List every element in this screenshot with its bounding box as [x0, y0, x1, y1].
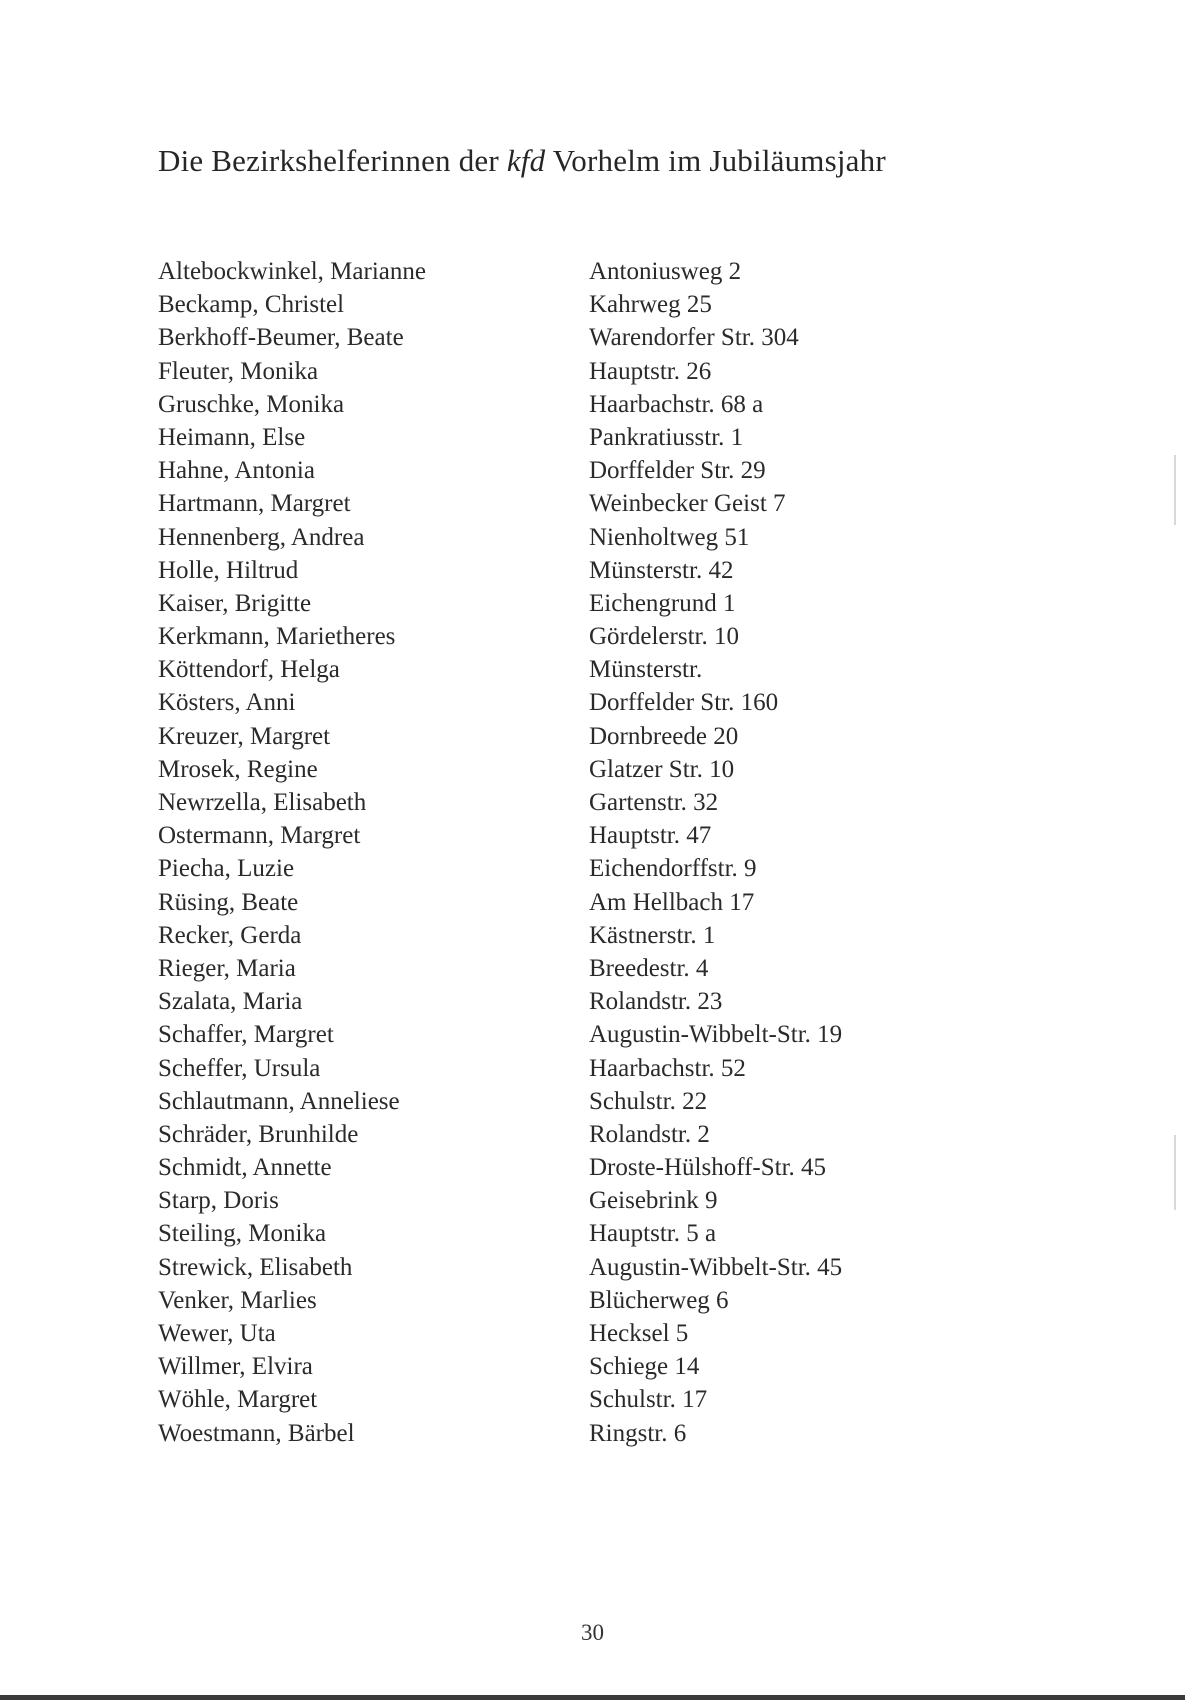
- helper-address: Dorffelder Str. 29: [589, 457, 766, 485]
- helper-name: Steiling, Monika: [158, 1220, 327, 1248]
- helper-name: Beckamp, Christel: [158, 291, 345, 319]
- helper-name: Rieger, Maria: [158, 954, 296, 982]
- helper-address: Schiege 14: [589, 1353, 700, 1381]
- helper-name: Gruschke, Monika: [158, 390, 345, 418]
- helper-name: Recker, Gerda: [158, 921, 302, 949]
- helper-name: Kerkmann, Marietheres: [158, 623, 396, 651]
- helper-address: Weinbecker Geist 7: [589, 490, 786, 518]
- helper-address: Geisebrink 9: [589, 1187, 718, 1215]
- helper-address: Schulstr. 17: [589, 1386, 708, 1414]
- helper-name: Berkhoff-Beumer, Beate: [158, 324, 404, 352]
- helper-address: Münsterstr.: [589, 656, 703, 684]
- right-margin-mark-lower: [1174, 1135, 1176, 1210]
- helper-address: Dorffelder Str. 160: [589, 689, 779, 717]
- helper-name: Köttendorf, Helga: [158, 656, 340, 684]
- helper-address: Eichengrund 1: [589, 589, 736, 617]
- helper-address: Hauptstr. 26: [589, 357, 712, 385]
- helper-name: Szalata, Maria: [158, 988, 303, 1016]
- helper-address: Am Hellbach 17: [589, 888, 755, 916]
- helper-name: Schräder, Brunhilde: [158, 1120, 359, 1148]
- helper-address: Haarbachstr. 68 a: [589, 390, 764, 418]
- helper-address: Pankratiusstr. 1: [589, 423, 744, 451]
- helper-address: Münsterstr. 42: [589, 556, 734, 584]
- title-kfd-emphasis: kfd: [506, 143, 546, 178]
- helper-address: Rolandstr. 23: [589, 988, 723, 1016]
- helper-name: Newrzella, Elisabeth: [158, 789, 367, 816]
- helper-address: Rolandstr. 2: [589, 1120, 710, 1148]
- helper-name: Kaiser, Brigitte: [158, 589, 312, 617]
- helper-address: Kästnerstr. 1: [589, 921, 716, 949]
- helper-address: Glatzer Str. 10: [589, 755, 735, 783]
- helper-address: Hauptstr. 5 a: [589, 1220, 717, 1248]
- helper-name: Hartmann, Margret: [158, 490, 351, 518]
- helper-name: Heimann, Else: [158, 423, 306, 451]
- helper-name: Altebockwinkel, Marianne: [158, 258, 426, 285]
- helper-address: Breedestr. 4: [589, 954, 709, 982]
- page-number: 30: [581, 1620, 604, 1645]
- helper-name: Willmer, Elvira: [158, 1353, 313, 1381]
- helper-name: Schmidt, Annette: [158, 1154, 332, 1182]
- helper-name: Woestmann, Bärbel: [158, 1419, 355, 1447]
- title-text-after: Vorhelm im Jubiläumsjahr: [545, 143, 886, 178]
- helper-name: Rüsing, Beate: [158, 888, 299, 916]
- helper-name: Starp, Doris: [158, 1187, 279, 1215]
- title-text-before: Die Bezirkshelferinnen der: [158, 143, 507, 178]
- helper-name: Wöhle, Margret: [158, 1386, 318, 1414]
- helper-name: Fleuter, Monika: [158, 357, 319, 385]
- helper-name: Scheffer, Ursula: [158, 1054, 321, 1082]
- page-title: [158, 143, 886, 179]
- helper-address: Warendorfer Str. 304: [589, 324, 799, 352]
- helper-address: Augustin-Wibbelt-Str. 19: [589, 1021, 843, 1049]
- helper-address: Gördelerstr. 10: [589, 623, 739, 651]
- helper-address: Hecksel 5: [589, 1320, 689, 1347]
- helper-address: Droste-Hülshoff-Str. 45: [589, 1154, 827, 1182]
- helper-name: Schlautmann, Anneliese: [158, 1087, 400, 1115]
- helper-address: Gartenstr. 32: [589, 789, 719, 816]
- helper-name: Piecha, Luzie: [158, 855, 295, 883]
- helper-name: Holle, Hiltrud: [158, 556, 299, 584]
- helper-address: Haarbachstr. 52: [589, 1054, 746, 1082]
- helper-name: Mrosek, Regine: [158, 755, 318, 783]
- helper-address: Eichendorffstr. 9: [589, 855, 757, 883]
- right-margin-mark: [1174, 455, 1176, 525]
- helper-address: Schulstr. 22: [589, 1087, 708, 1115]
- helper-name: Wewer, Uta: [158, 1320, 276, 1347]
- helper-address: Nienholtweg 51: [589, 523, 750, 551]
- scan-bottom-edge: [0, 1695, 1185, 1700]
- helper-name: Ostermann, Margret: [158, 822, 361, 850]
- helper-address: Augustin-Wibbelt-Str. 45: [589, 1253, 843, 1281]
- helper-address: Hauptstr. 47: [589, 822, 712, 850]
- helper-name: Schaffer, Margret: [158, 1021, 334, 1049]
- helper-address: Blücherweg 6: [589, 1286, 729, 1314]
- helper-name: Venker, Marlies: [158, 1286, 317, 1314]
- helper-name: Hahne, Antonia: [158, 457, 315, 485]
- helper-address: Antoniusweg 2: [589, 258, 742, 285]
- helper-address: Dornbreede 20: [589, 722, 739, 750]
- helper-name: Strewick, Elisabeth: [158, 1253, 353, 1281]
- helper-address: Kahrweg 25: [589, 291, 712, 319]
- helper-name: Hennenberg, Andrea: [158, 523, 365, 551]
- helper-name: Kreuzer, Margret: [158, 722, 331, 750]
- helper-address: Ringstr. 6: [589, 1419, 687, 1447]
- helper-name: Kösters, Anni: [158, 689, 296, 717]
